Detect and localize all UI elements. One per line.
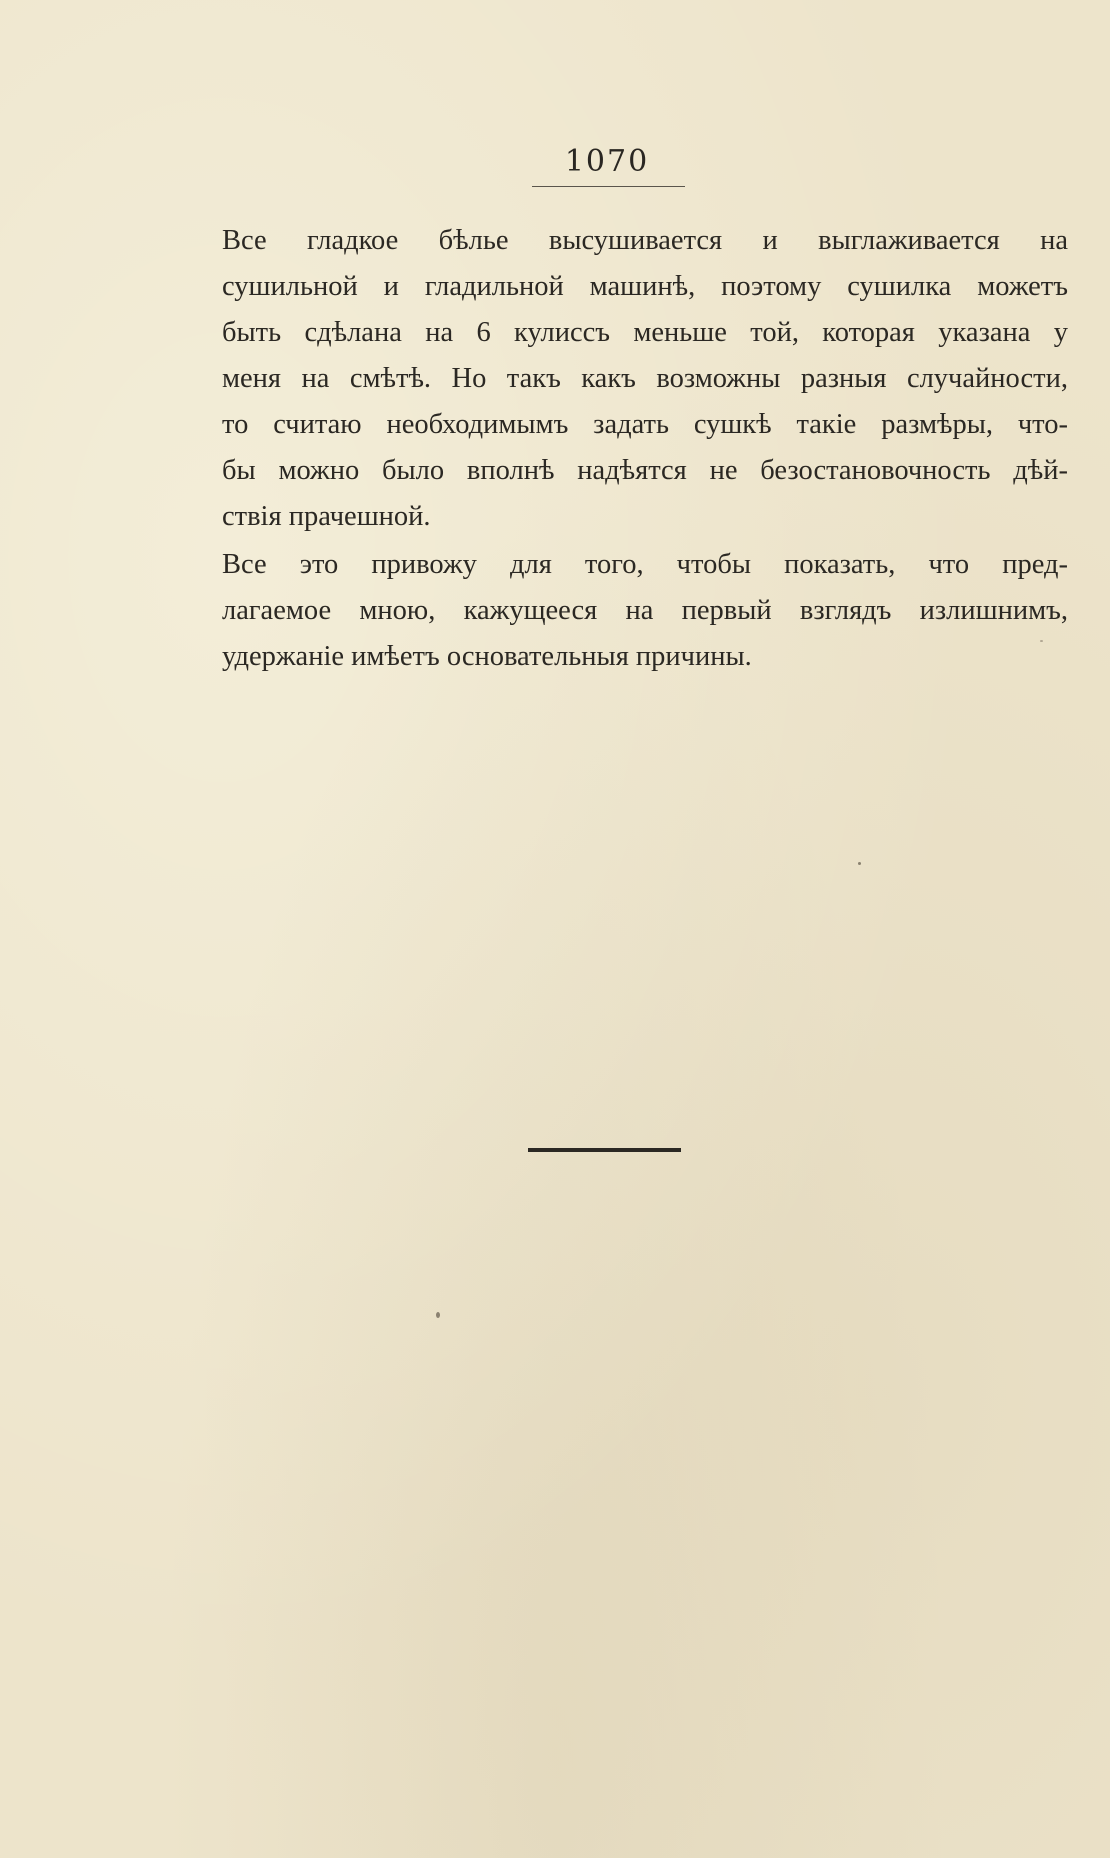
paragraph-1	[148, 218, 1068, 540]
section-end-rule	[528, 1148, 681, 1152]
page-number-underline	[532, 186, 685, 187]
text-line: удержаніе имѣетъ основательныя причины.	[222, 641, 752, 672]
paragraph-2	[148, 542, 1068, 680]
text-line: сушильной и гладильной машинѣ, поэтому сушилка можетъ	[222, 271, 1068, 302]
paper-speck	[1040, 640, 1043, 642]
text-line: Все это привожу для того, чтобы показать, что пред-	[222, 549, 1068, 580]
page-number: 1070	[564, 144, 650, 179]
text-line: то считаю необходимымъ задать сушкѣ такіе размѣры, что-	[222, 409, 1068, 440]
paper-speck	[436, 1312, 440, 1318]
paper-speck	[858, 862, 861, 865]
text-line: лагаемое мною, кажущееся на первый взглядъ излишнимъ,	[222, 595, 1068, 626]
text-line: ствія прачешной.	[222, 501, 431, 532]
body-text	[148, 218, 1068, 682]
text-line: бы можно было вполнѣ надѣятся не безостановочность дѣй-	[222, 455, 1068, 486]
text-line: быть сдѣлана на 6 кулиссъ меньше той, которая указана у	[222, 317, 1068, 348]
text-line: Все гладкое бѣлье высушивается и выглаживается на	[222, 225, 1068, 256]
text-line: меня на смѣтѣ. Но такъ какъ возможны разныя случайности,	[222, 363, 1068, 394]
